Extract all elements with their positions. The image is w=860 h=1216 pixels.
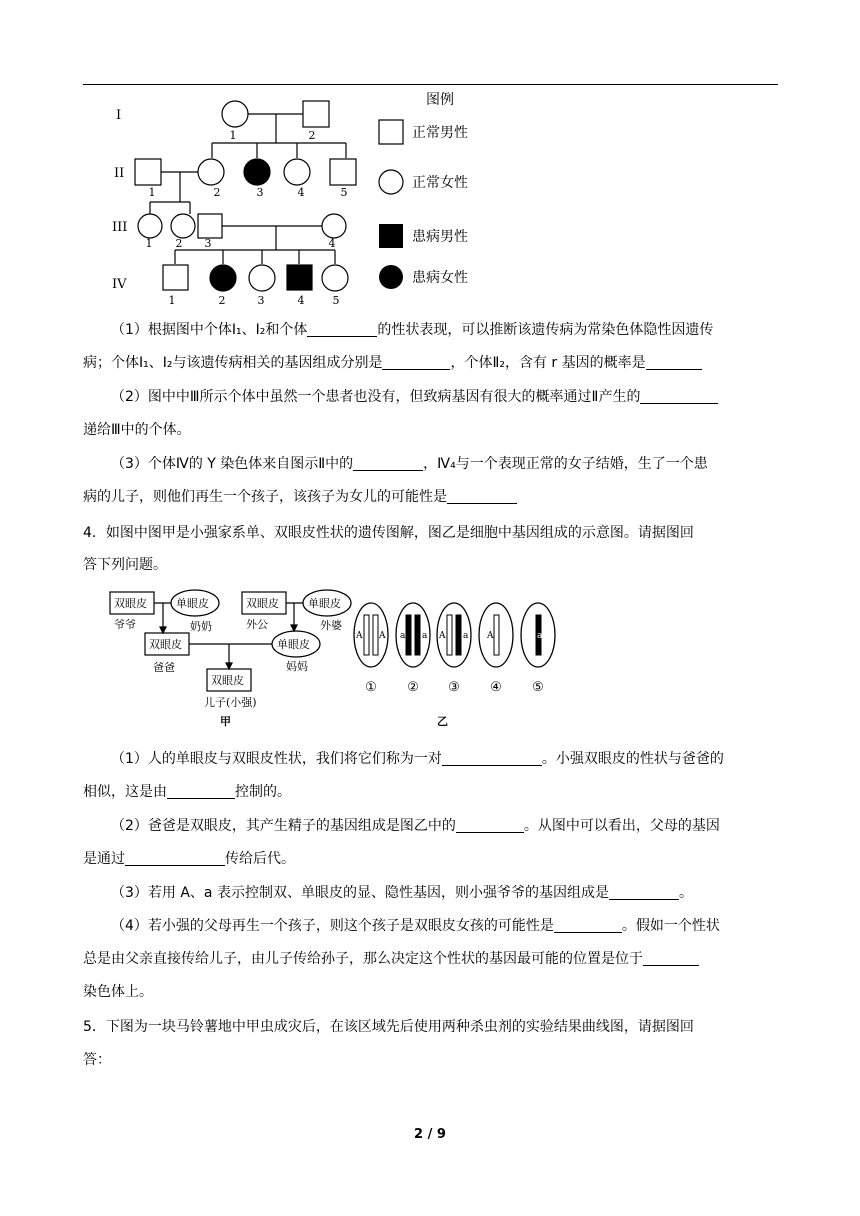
gen-label-III: III: [112, 220, 128, 235]
gen-label-I: I: [116, 108, 122, 123]
q3-part3-line2: [83, 481, 778, 514]
waigong-label: 外公: [246, 618, 268, 631]
answer-blank[interactable]: [456, 816, 524, 833]
q4-p2-text-d: 传给后代。: [225, 851, 295, 867]
answer-blank[interactable]: [609, 883, 679, 900]
q3-p1-text-b: 的性状表现，可以推断该遗传病为常染色体隐性因遗传: [377, 322, 714, 338]
num-III-1: 1: [145, 237, 153, 250]
individual-IV-5: [322, 265, 348, 291]
individual-II-1: [135, 159, 161, 185]
num-IV-3: 3: [257, 294, 265, 307]
legend-affected-male-symbol: [379, 224, 403, 248]
individual-I-2: [303, 101, 329, 127]
grandma-trait: 单眼皮: [176, 597, 209, 610]
waipo-label: 外婆: [320, 619, 342, 632]
individual-IV-1: [163, 265, 188, 290]
num-II-3: 3: [256, 186, 264, 199]
num-III-4: 4: [328, 237, 336, 250]
answer-blank[interactable]: [382, 353, 450, 370]
eyelid-inheritance-figure: [100, 585, 570, 730]
individual-III-1: [138, 214, 162, 238]
gen-label-II: II: [114, 166, 125, 181]
q4-p2-text-b: 。从图中可以看出，父母的基因: [523, 818, 720, 834]
q3-p3-text-a: （3）个体Ⅳ的 Y 染色体来自图示Ⅱ中的: [111, 456, 354, 472]
mom-label: 妈妈: [286, 660, 308, 673]
answer-blank[interactable]: [646, 353, 702, 370]
individual-II-2: [198, 159, 224, 185]
q4-p3-text-b: 。: [678, 885, 693, 901]
legend-normal-female: 正常女性: [412, 175, 468, 191]
legend-affected-female-symbol: [379, 265, 403, 289]
q3-p2-text-b: 递给Ⅲ中的个体。: [83, 422, 191, 438]
q4-p1-text-b: 。小强双眼皮的性状与爸爸的: [541, 751, 724, 767]
q4-p3-text-a: （3）若用 A、a 表示控制双、单眼皮的显、隐性基因，则小强爷爷的基因组成是: [111, 885, 609, 901]
individual-II-5: [330, 159, 356, 185]
answer-blank[interactable]: [554, 916, 622, 933]
waigong-trait: 双眼皮: [246, 597, 279, 610]
grandpa-label: 爷爷: [114, 618, 136, 631]
cell-number-1: ①: [365, 680, 377, 695]
son-trait: 双眼皮: [211, 674, 244, 687]
svg-text:a: a: [537, 631, 543, 641]
mom-trait: 单眼皮: [277, 638, 310, 651]
answer-blank[interactable]: [640, 387, 718, 404]
q3-part2-line2: [83, 414, 778, 447]
q3-p1-text-d: ，个体Ⅱ₂，含有 r 基因的概率是: [450, 355, 646, 371]
q3-p2-text-a: （2）图中中Ⅲ所示个体中虽然一个患者也没有，但致病基因有很大的概率通过Ⅱ产生的: [111, 389, 641, 405]
legend-affected-male: 患病男性: [412, 229, 468, 245]
waipo-trait: 单眼皮: [308, 597, 341, 610]
svg-text:a: a: [400, 631, 406, 641]
q4-intro-line1: 4．如图中图甲是小强家系单、双眼皮性状的遗传图解，图乙是细胞中基因组成的示意图。请据图回: [83, 525, 694, 541]
q3-p3-text-b: ，Ⅳ₄与一个表现正常的女子结婚，生了一个患: [423, 456, 708, 472]
q5-line1: 5．下图为一块马铃薯地中甲虫成灾后，在该区域先后使用两种杀虫剂的实验结果曲线图，请据图回: [83, 1019, 694, 1035]
individual-I-1: [222, 101, 248, 127]
svg-text:A: A: [487, 631, 494, 641]
cell-number-5: ⑤: [532, 680, 544, 695]
q4-part4-line1: [83, 910, 806, 943]
q4-part2-line2: [83, 843, 778, 876]
q3-part1-line2: [83, 347, 778, 380]
individual-III-2: [171, 214, 195, 238]
q4-intro-line2: 答下列问题。: [83, 557, 167, 573]
svg-text:a: a: [422, 631, 428, 641]
grandma-label: 奶奶: [190, 620, 212, 633]
num-II-1: 1: [148, 186, 156, 199]
individual-IV-2: [210, 265, 236, 291]
num-IV-1: 1: [168, 294, 176, 307]
individual-III-4: [322, 214, 346, 238]
q3-part2-line1: [83, 381, 806, 414]
cell-number-3: ③: [448, 680, 460, 695]
figure-label-jia: 甲: [220, 715, 231, 728]
q3-part1-line1: [83, 314, 806, 347]
svg-text:a: a: [463, 631, 469, 641]
cell-number-2: ②: [407, 680, 419, 695]
cell-number-4: ④: [490, 680, 502, 695]
num-III-2: 2: [175, 237, 183, 250]
answer-blank[interactable]: [442, 749, 542, 766]
num-IV-5: 5: [332, 294, 340, 307]
num-IV-2: 2: [218, 294, 226, 307]
individual-IV-3: [249, 265, 275, 291]
num-I-2: 2: [308, 129, 316, 142]
num-I-1: 1: [229, 129, 237, 142]
legend-affected-female: 患病女性: [412, 270, 468, 286]
num-II-5: 5: [340, 186, 348, 199]
gen-label-IV: IV: [112, 277, 127, 292]
son-label: 儿子(小强): [204, 696, 257, 709]
legend-normal-male: 正常男性: [412, 125, 468, 141]
svg-text:A: A: [379, 631, 386, 641]
q3-part3-line1: [83, 448, 806, 481]
q4-part2-line1: [83, 810, 806, 843]
answer-blank[interactable]: [353, 454, 423, 471]
svg-text:A: A: [439, 631, 446, 641]
q3-p3-text-c: 病的儿子，则他们再生一个孩子，该孩子为女儿的可能性是: [83, 489, 447, 505]
legend-normal-female-symbol: [379, 170, 403, 194]
page-number: 2 / 9: [414, 1127, 446, 1142]
dad-label: 爸爸: [153, 661, 175, 674]
num-II-4: 4: [297, 186, 305, 199]
q4-part1-line2: [83, 776, 778, 809]
figure-label-yi: 乙: [437, 715, 448, 728]
pedigree-figure: [100, 88, 490, 310]
header-rule: [83, 84, 778, 85]
q4-p4-text-c: 总是由父亲直接传给儿子，由儿子传给孙子，那么决定这个性状的基因最可能的位置是位于: [83, 951, 643, 967]
q4-p2-text-a: （2）爸爸是双眼皮，其产生精子的基因组成是图乙中的: [111, 818, 456, 834]
answer-blank[interactable]: [447, 487, 517, 504]
answer-blank[interactable]: [125, 849, 225, 866]
answer-blank[interactable]: [643, 949, 699, 966]
q4-p1-text-c: 相似，这是由: [83, 784, 167, 800]
dad-trait: 双眼皮: [149, 638, 182, 651]
answer-blank[interactable]: [167, 782, 235, 799]
num-IV-4: 4: [297, 294, 305, 307]
q4-p4-text-b: 。假如一个性状: [621, 918, 720, 934]
num-II-2: 2: [213, 186, 221, 199]
q5-line2: 答：: [83, 1052, 111, 1068]
legend-title: 图例: [426, 92, 454, 108]
answer-blank[interactable]: [307, 320, 377, 337]
individual-III-3: [198, 214, 222, 238]
grandpa-trait: 双眼皮: [114, 597, 147, 610]
q4-part3-line1: [83, 877, 806, 910]
q4-part1-line1: [83, 743, 806, 776]
individual-IV-4: [287, 265, 312, 290]
q3-p1-text-a: （1）根据图中个体Ⅰ₁、Ⅰ₂和个体: [111, 322, 308, 338]
q4-p4-text-a: （4）若小强的父母再生一个孩子，则这个孩子是双眼皮女孩的可能性是: [111, 918, 554, 934]
q4-p2-text-c: 是通过: [83, 851, 125, 867]
legend-normal-male-symbol: [379, 120, 403, 144]
q3-p1-text-c: 病；个体Ⅰ₁、Ⅰ₂与该遗传病相关的基因组成分别是: [83, 355, 383, 371]
q4-part4-line3: 染色体上。: [83, 984, 153, 1000]
q4-part4-line2: [83, 943, 778, 976]
svg-text:A: A: [356, 631, 363, 641]
num-III-3: 3: [204, 237, 212, 250]
q4-p1-text-a: （1）人的单眼皮与双眼皮性状，我们将它们称为一对: [111, 751, 442, 767]
q4-p1-text-d: 控制的。: [235, 784, 291, 800]
individual-II-3: [244, 159, 270, 185]
individual-II-4: [284, 159, 310, 185]
